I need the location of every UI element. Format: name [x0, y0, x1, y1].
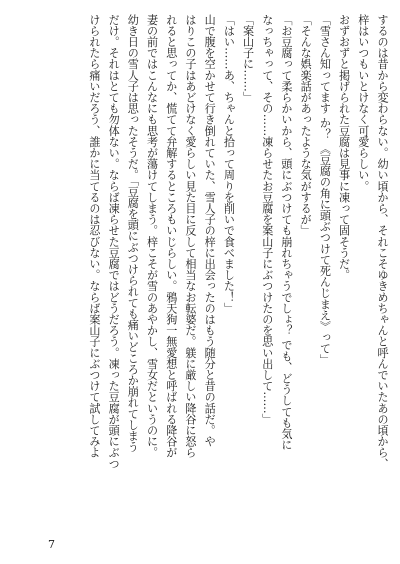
text-line: 幼き日の雪人子は思ったそうだ。「豆腐を頭にぶつけられても痛いどころか崩れてしまう [126, 14, 140, 453]
text-line: だけ。それはとても勿体ない。ならば凍らせた豆腐ではどうだろう。凍った豆腐が頭にぶつ [107, 14, 121, 470]
text-line: 「はい……あ、ちゃんと拾って周りを削いで食べました！」 [222, 14, 236, 314]
text-line: 妻の前ではこんなにも思考が蕩けてしまう。梓こそが雪のあやかし、雪女だというのに。 [145, 14, 159, 458]
text-line: はりこの子はあどけなく愛らしい見た目に反して相当なお転婆だ。躾に厳しい降谷に怒ら [183, 14, 197, 458]
text-line: 山で腹を空かせて行き倒れていた、雪人子の梓に出会ったのはもう随分と昔の話だ。や [203, 14, 217, 447]
text-line: 「お豆腐って柔らかいから、頭にぶつけても崩れちゃうでしょ？ でも、どうしても気に [279, 14, 293, 451]
text-line: 「そんな娯楽話があったような気がするが」 [299, 14, 313, 236]
text-line: なっちゃって、その……凍らせたお豆腐を案山子にぶつけたのを思い出して……」 [260, 14, 274, 425]
text-line: けられたら痛いだろう、誰かに当てるのは忍びない。ならば案山子にぶつけて試してみよ [87, 14, 101, 458]
text-line: するのは昔から変わらない。幼い頃から、それこそゆきめちゃんと呼んでいたあの頃から、 [376, 14, 389, 470]
body-text [85, 14, 392, 538]
text-line: おずおずと掲げられた豆腐は見事に凍って固そうだ。 [337, 14, 351, 281]
text-line: 「案山子に……」 [241, 14, 255, 103]
text-line: れると思ってか、慌てて弁解するところもいじらしい。鴉天狗一無愛想と呼ばれる降谷が [164, 14, 178, 458]
text-line: 梓はいつもいとけなく可愛らしい。 [356, 14, 370, 192]
text-line: 「雪さん知ってます か？ 《豆腐の角に頭ぶつけて死んじまえ》って」 [318, 14, 332, 366]
page-number: 7 [48, 538, 55, 551]
